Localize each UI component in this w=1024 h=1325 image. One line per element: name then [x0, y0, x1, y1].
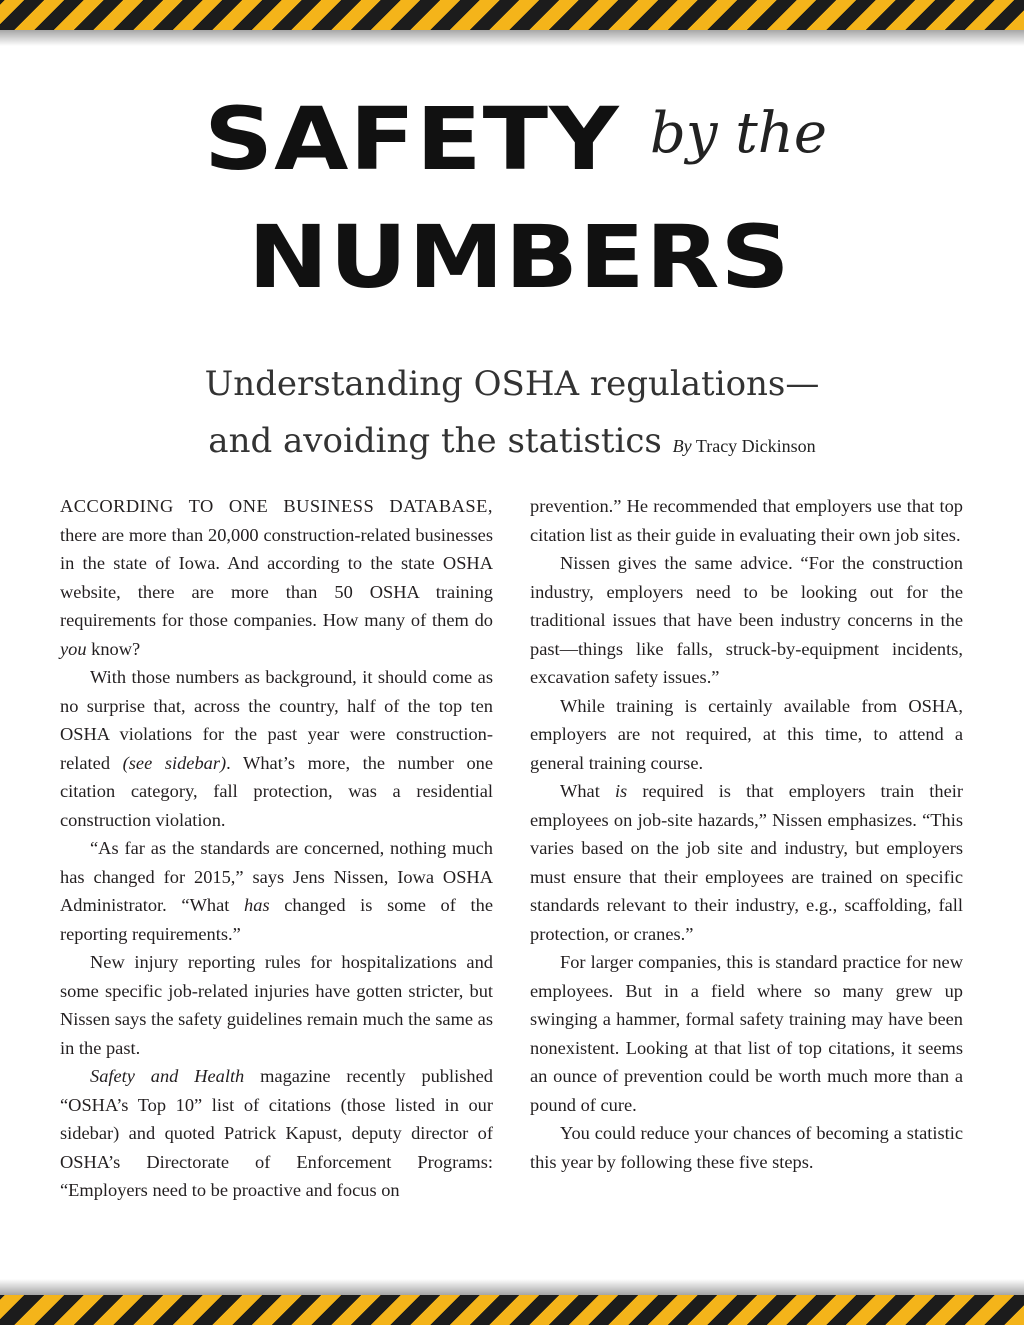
byline-author: Tracy Dickinson [695, 436, 816, 456]
paragraph [530, 492, 963, 549]
paragraph-text: know? [86, 638, 141, 659]
hazard-stripe-bottom-shadow [0, 1279, 1024, 1295]
hazard-stripe-top [0, 0, 1024, 30]
paragraph-text: there are more than 20,000 construction-related businesses in the state of Iowa. And according to the state OSHA website, there are more than 50 OSHA training requirements for those companies. How many of them do [60, 524, 493, 630]
paragraph-text: “As far as the standards are concerned, nothing much has changed for 2015,” says Jens Nissen, Iowa OSHA Administrator. “What [60, 838, 493, 915]
paragraph [60, 1062, 493, 1205]
paragraph-text: required is that employers train their employees on job-site hazards,” Nissen emphasizes. “This varies based on the job site and industry, but employers must ensure that their employees are trained on specific standards relevant to their industry, e.g., scaffolding, fall protection, or cranes.” [530, 781, 963, 944]
paragraph [60, 492, 493, 663]
emphasis: is [614, 781, 628, 801]
paragraph [60, 663, 493, 834]
paragraph-text: What [560, 781, 615, 801]
emphasis: Safety and Health [90, 1066, 245, 1086]
article-column-right [530, 492, 963, 1176]
subtitle-line-2-text: and avoiding the statistics [208, 421, 662, 461]
paragraph-text: changed is some of the reporting requirements.” [60, 895, 493, 944]
byline-by: By [672, 436, 692, 456]
paragraph-text: New injury reporting rules for hospitalizations and some specific job-related injuries have gotten stricter, but Nissen says the safety guidelines remain much the same as in the past. [60, 952, 493, 1058]
title-line-2 [248, 206, 791, 310]
title-line-1 [204, 88, 620, 192]
subtitle-line-1: Understanding OSHA regulations— [204, 364, 820, 404]
paragraph-text: magazine recently published “OSHA’s Top 10” list of citations (those listed in our sidebar) and quoted Patrick Kapust, deputy director of OSHA’s Directorate of Enforcement Programs: “Employers need to be proactive and focus on [60, 1066, 493, 1200]
paragraph-text: With those numbers as background, it should come as no surprise that, across the country, half of the top ten OSHA violations for the past year were construction-related [60, 667, 493, 773]
paragraph [530, 549, 963, 692]
paragraph [60, 948, 493, 1062]
title-numbers: NUMBERS [248, 206, 791, 308]
emphasis: you [60, 638, 87, 659]
hazard-stripe-bottom [0, 1295, 1024, 1325]
lead-in-caps: ACCORDING TO ONE BUSINESS DATABASE, [60, 496, 493, 516]
paragraph [530, 692, 963, 778]
byline [673, 436, 816, 456]
paragraph-text: You could reduce your chances of becoming a statistic this year by following these five steps. [530, 1123, 963, 1172]
hazard-stripe-top-shadow [0, 30, 1024, 46]
article-column-left [60, 492, 493, 1205]
paragraph-text: For larger companies, this is standard practice for new employees. But in a field where so many grew up swinging a hammer, formal safety training may have been nonexistent. Looking at that list of top citations, it seems an ounce of prevention could be worth much more than a pound of cure. [530, 952, 963, 1115]
title-by-the-script: by the [650, 101, 827, 166]
paragraph [60, 834, 493, 948]
subtitle-line-2 [0, 421, 1024, 466]
title-safety: SAFETY [204, 88, 620, 190]
paragraph-text: . What’s more, the number one citation category, fall protection, was a residential construction violation. [60, 752, 493, 830]
emphasis: has [244, 895, 270, 915]
paragraph-text: Nissen gives the same advice. “For the construction industry, employers need to be looking out for the traditional issues that have been industry concerns in the past—things like falls, struck-by-equipment incidents, excavation safety issues.” [530, 553, 963, 687]
paragraph [530, 1119, 963, 1176]
paragraph-text: prevention.” He recommended that employers use that top citation list as their guide in evaluating their own job sites. [530, 496, 963, 545]
paragraph [530, 777, 963, 948]
emphasis: (see sidebar) [122, 752, 227, 773]
paragraph-text: While training is certainly available from OSHA, employers are not required, at this time, to attend a general training course. [530, 695, 963, 773]
paragraph [530, 948, 963, 1119]
